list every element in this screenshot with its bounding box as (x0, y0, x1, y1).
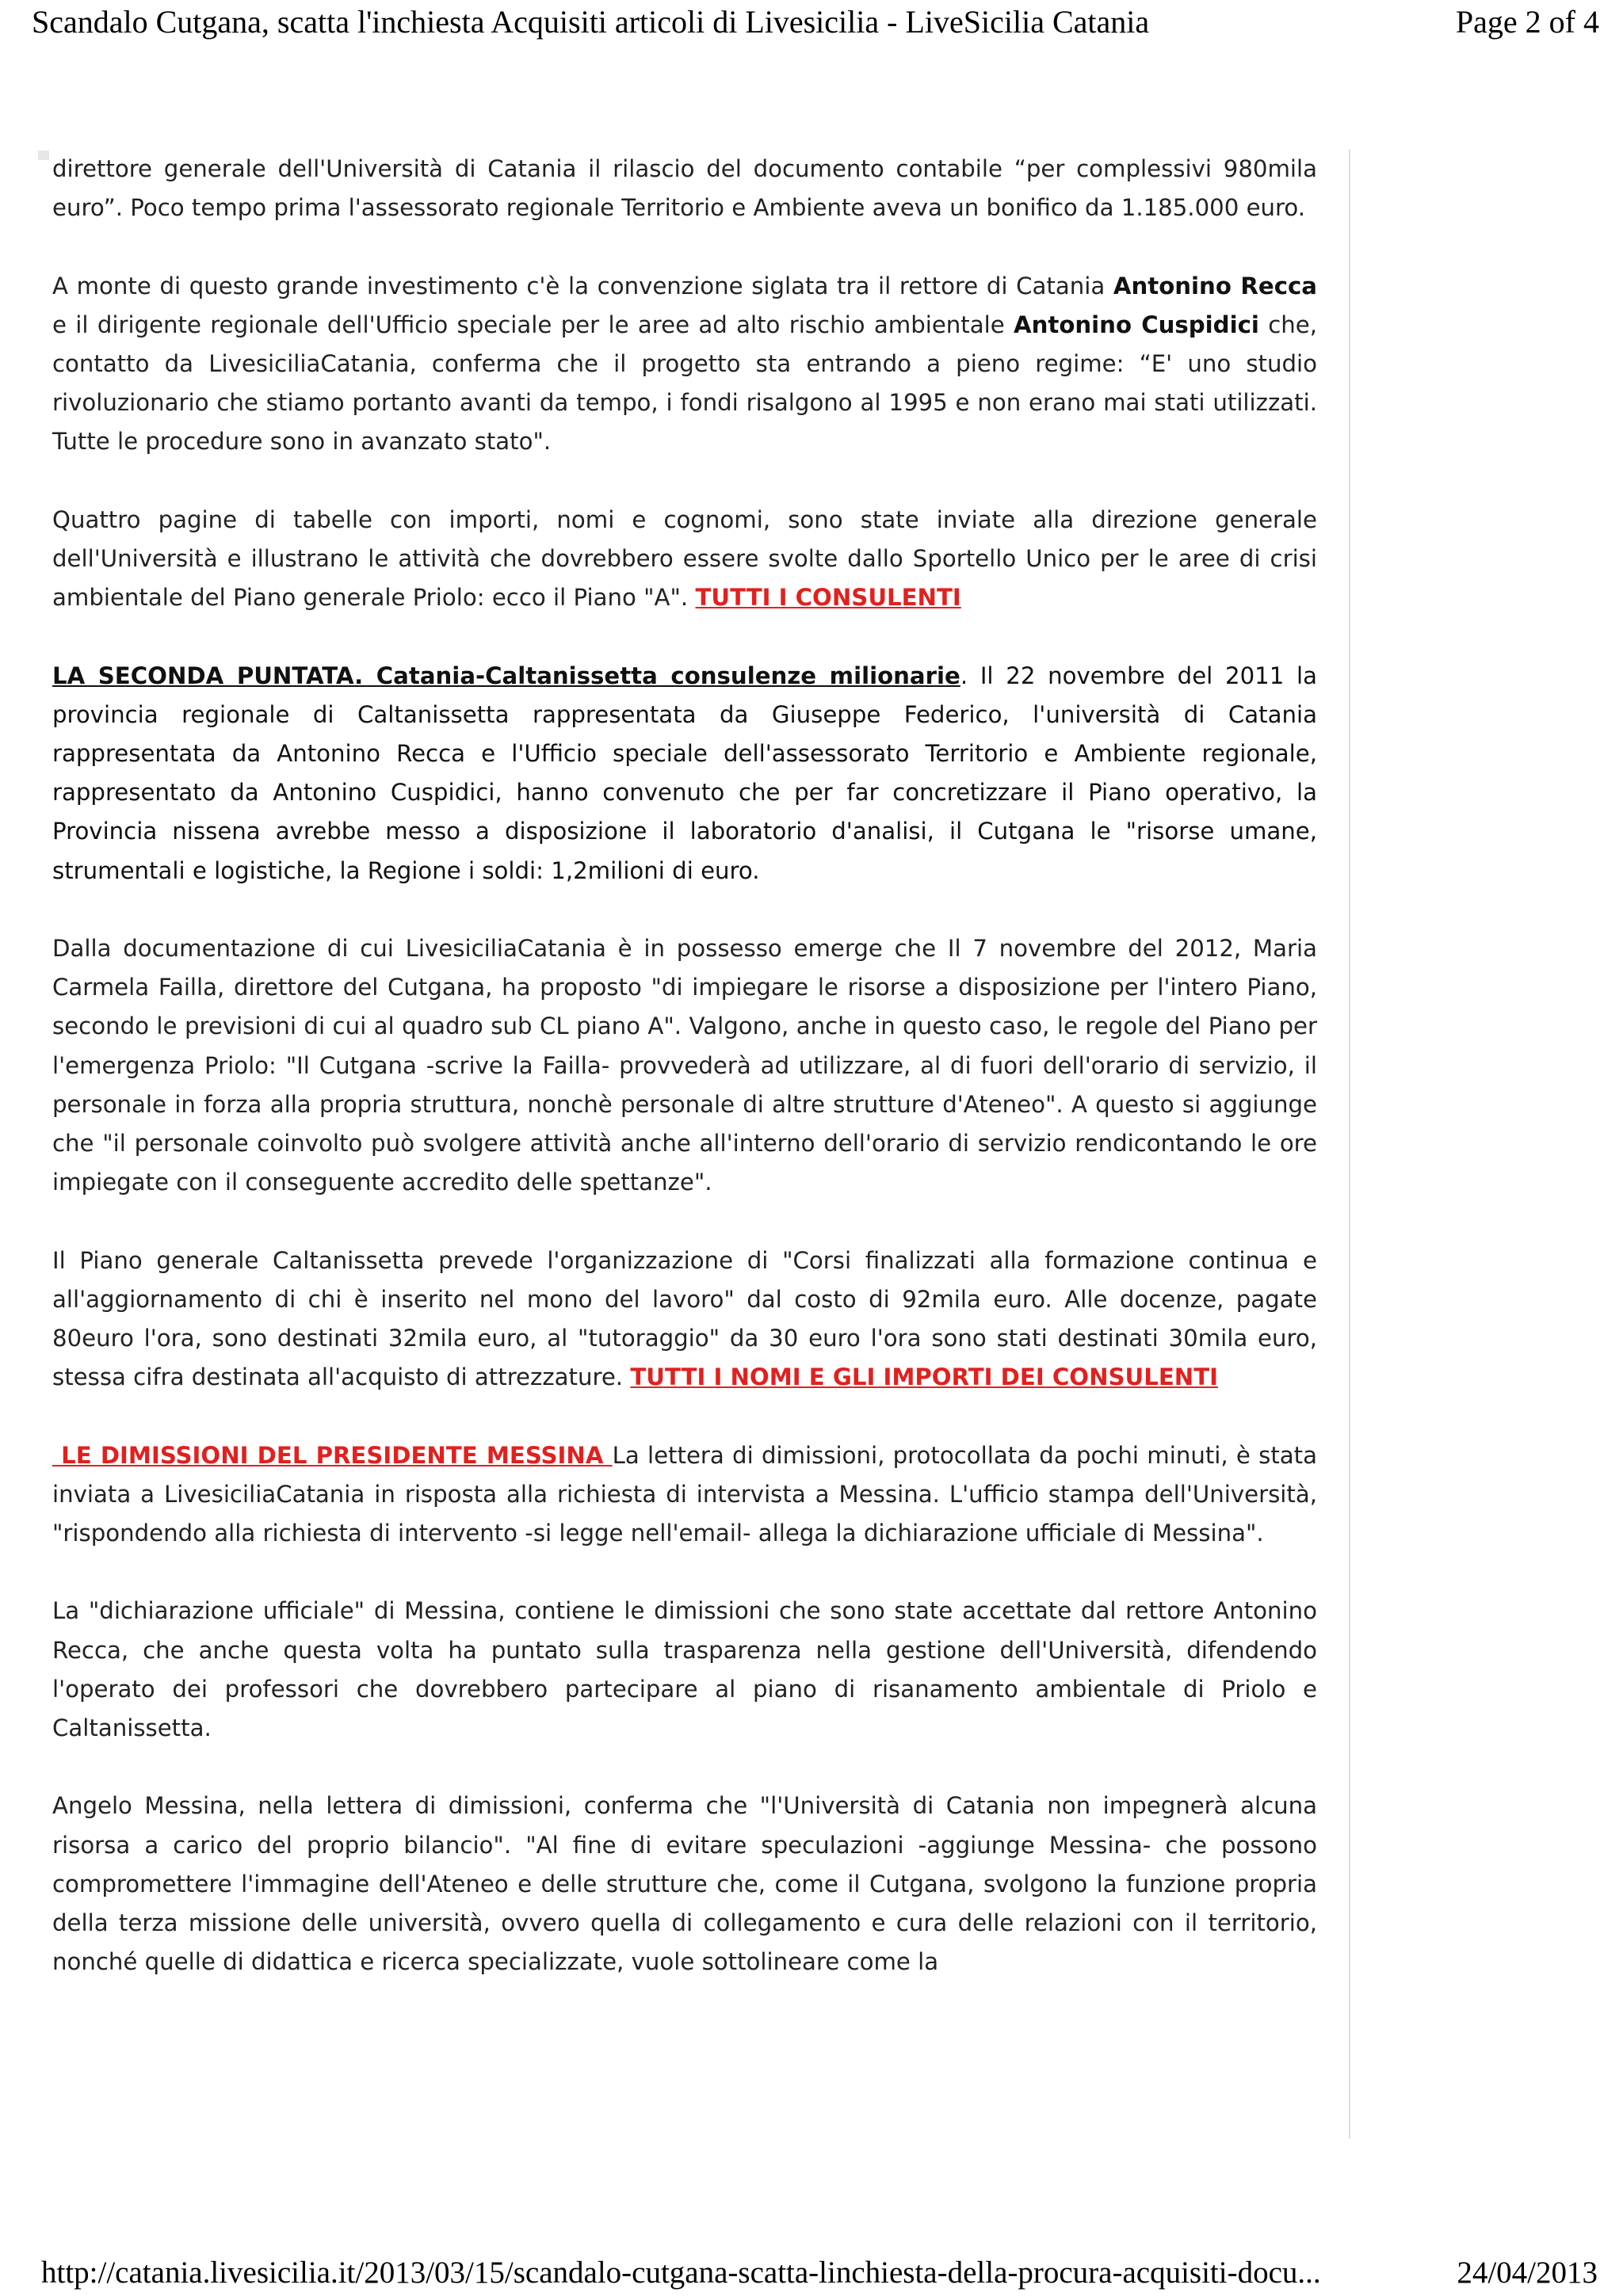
page-title: Scandalo Cutgana, scatta l'inchiesta Acquisiti articoli di Livesicilia - LiveSicilia Catania (32, 4, 1150, 40)
person-name-cuspidici: Antonino Cuspidici (1014, 311, 1259, 338)
link-seconda-puntata[interactable]: LA SECONDA PUNTATA. Catania-Caltanissetta consulenze milionarie (52, 662, 960, 689)
column-divider (1349, 149, 1350, 2139)
paragraph: LE DIMISSIONI DEL PRESIDENTE MESSINA La lettera di dimissioni, protocollata da pochi minuti, è stata inviata a LivesiciliaCatania in risposta alla richiesta di intervista a Messina. L'ufficio stampa dell'Università, "rispondendo alla richiesta di intervento -si legge nell'email- allega la dichiarazione ufficiale di Messina". (52, 1441, 1317, 1547)
image-placeholder-mark (38, 151, 49, 160)
page-number: Page 2 of 4 (1455, 4, 1599, 40)
link-dimissioni-presidente-messina[interactable]: LE DIMISSIONI DEL PRESIDENTE MESSINA (52, 1441, 613, 1469)
link-tutti-i-nomi-e-importi[interactable]: TUTTI I NOMI E GLI IMPORTI DEI CONSULENTI (630, 1363, 1218, 1391)
paragraph: direttore generale dell'Università di Catania il rilascio del documento contabile “per complessivi 980mila euro”. Poco tempo prima l'assessorato regionale Territorio e Ambiente aveva un bonifico da 1.185.000 euro. (52, 155, 1317, 222)
paragraph: Il Piano generale Caltanissetta prevede l'organizzazione di "Corsi finalizzati alla formazione continua e all'aggiornamento di chi è inserito nel mono del lavoro" dal costo di 92mila euro. Alle docenze, pagate 80euro l'ora, sono destinati 32mila euro, al "tutoraggio" da 30 euro l'ora sono stati destinati 30mila euro, stessa cifra destinata all'acquisto di attrezzature. TUTTI I NOMI E GLI IMPORTI DEI CONSULENTI (52, 1246, 1317, 1391)
print-footer (0, 2250, 1623, 2296)
paragraph: LA SECONDA PUNTATA. Catania-Caltanissetta consulenze milionarie. Il 22 novembre del 2011 la provincia regionale di Caltanissetta rappresentata da Giuseppe Federico, l'università di Catania rappresentata da Antonino Recca e l'Ufficio speciale dell'assessorato Territorio e Ambiente regionale, rappresentato da Antonino Cuspidici, hanno convenuto che per far concretizzare il Piano operativo, la Provincia nissena avrebbe messo a disposizione il laboratorio d'analisi, il Cutgana le "risorse umane, strumentali e logistiche, la Regione i soldi: 1,2milioni di euro. (52, 662, 1317, 884)
print-header (0, 0, 1623, 48)
page-url: http://catania.livesicilia.it/2013/03/15/scandalo-cutgana-scatta-linchiesta-della-procura-acquisiti-docu... (41, 2256, 1321, 2290)
paragraph: Angelo Messina, nella lettera di dimissioni, conferma che "l'Università di Catania non impegnerà alcuna risorsa a carico del proprio bilancio". "Al fine di evitare speculazioni -aggiunge Messina- che possono compromettere l'immagine dell'Ateneo e delle strutture che, come il Cutgana, svolgono la funzione propria della terza missione delle università, ovvero quella di collegamento e cura delle relazioni con il territorio, nonché quelle di didattica e ricerca specializzate, vuole sottolineare come la (52, 1792, 1317, 1976)
paragraph: Quattro pagine di tabelle con importi, nomi e cognomi, sono state inviate alla direzione generale dell'Università e illustrano le attività che dovrebbero essere svolte dallo Sportello Unico per le aree di crisi ambientale del Piano generale Priolo: ecco il Piano "A". TUTTI I CONSULENTI (52, 505, 1317, 612)
paragraph: La "dichiarazione ufficiale" di Messina, contiene le dimissioni che sono state accettate dal rettore Antonino Recca, che anche questa volta ha puntato sulla trasparenza nella gestione dell'Università, difendendo l'operato dei professori che dovrebbero partecipare al piano di risanamento ambientale di Priolo e Caltanissetta. (52, 1597, 1317, 1742)
paragraph: A monte di questo grande investimento c'è la convenzione siglata tra il rettore di Catania Antonino Recca e il dirigente regionale dell'Ufficio speciale per le aree ad alto rischio ambientale Antonino Cuspidici che, contatto da LivesiciliaCatania, conferma che il progetto sta entrando a pieno regime: “E' uno studio rivoluzionario che stiamo portanto avanti da tempo, i fondi risalgono al 1995 e non erano mai stati utilizzati. Tutte le procedure sono in avanzato stato". (52, 272, 1317, 456)
print-date: 24/04/2013 (1457, 2256, 1598, 2290)
paragraph: Dalla documentazione di cui LivesiciliaCatania è in possesso emerge che Il 7 novembre del 2012, Maria Carmela Failla, direttore del Cutgana, ha proposto "di impiegare le risorse a disposizione per l'intero Piano, secondo le previsioni di cui al quadro sub CL piano A". Valgono, anche in questo caso, le regole del Piano per l'emergenza Priolo: "Il Cutgana -scrive la Failla- provvederà ad utilizzare, al di fuori dell'orario di servizio, il personale in forza alla propria struttura, nonchè personale di altre strutture d'Ateneo". A questo si aggiunge che "il personale coinvolto può svolgere attività anche all'interno dell'orario di servizio rendicontando le ore impiegate con il conseguente accredito delle spettanze". (52, 935, 1317, 1196)
person-name-recca: Antonino Recca (1113, 272, 1317, 299)
link-tutti-i-consulenti[interactable]: TUTTI I CONSULENTI (695, 584, 961, 612)
article-body (52, 150, 1317, 1981)
